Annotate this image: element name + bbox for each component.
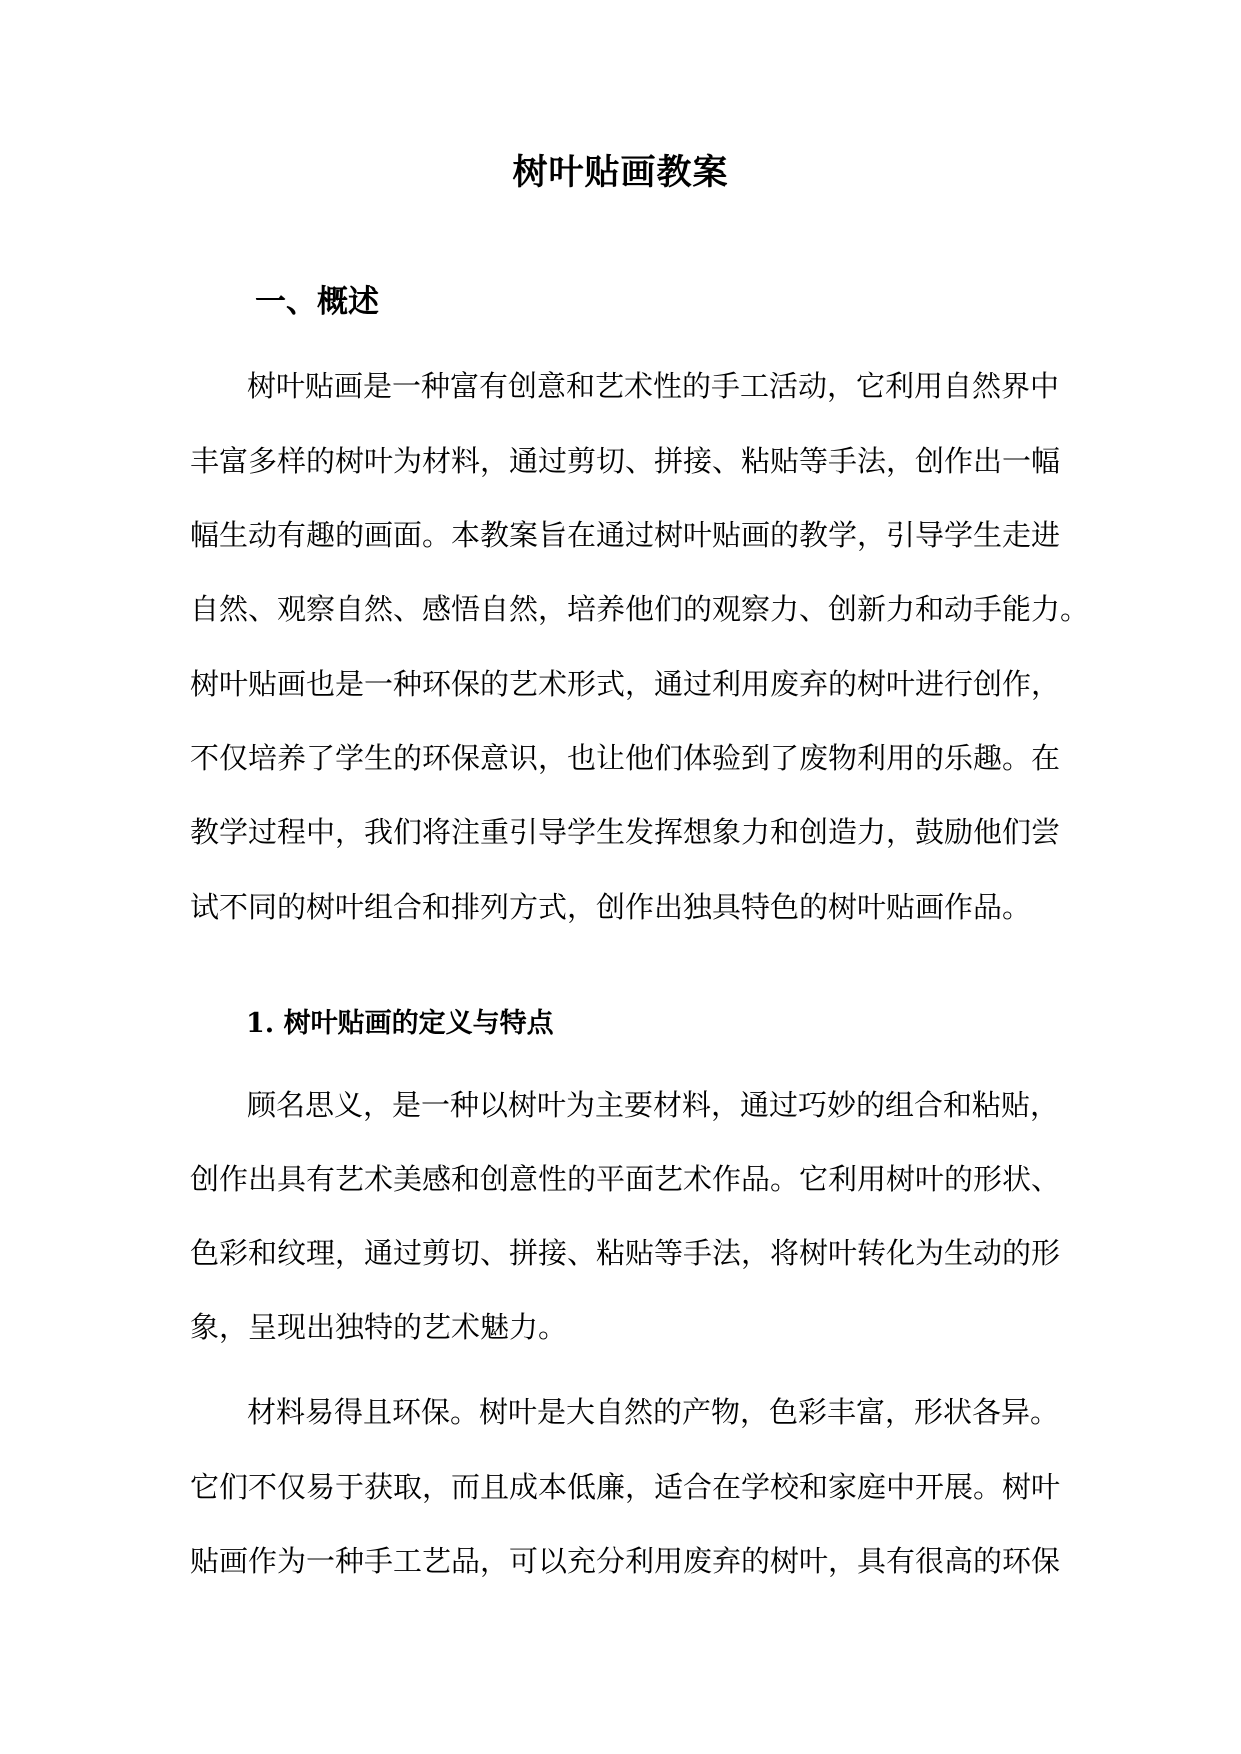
paragraph-line: 丰富多样的树叶为材料，通过剪切、拼接、粘贴等手法，创作出一幅 (190, 444, 1061, 478)
paragraph-line: 树叶贴画是一种富有创意和艺术性的手工活动，它利用自然界中 (247, 369, 1060, 403)
paragraph-line: 不仅培养了学生的环保意识，也让他们体验到了废物利用的乐趣。在 (190, 741, 1061, 775)
paragraph-line: 象，呈现出独特的艺术魅力。 (190, 1310, 568, 1344)
paragraph-line: 试不同的树叶组合和排列方式，创作出独具特色的树叶贴画作品。 (190, 890, 1032, 924)
page-title: 树叶贴画教案 (512, 152, 729, 193)
paragraph-line: 创作出具有艺术美感和创意性的平面艺术作品。它利用树叶的形状、 (190, 1162, 1061, 1196)
paragraph-line: 自然、观察自然、感悟自然，培养他们的观察力、创新力和动手能力。 (190, 592, 1090, 626)
paragraph-line: 色彩和纹理，通过剪切、拼接、粘贴等手法，将树叶转化为生动的形 (190, 1236, 1061, 1270)
section-heading-overview: 一、概述 (255, 284, 379, 320)
paragraph-line: 教学过程中，我们将注重引导学生发挥想象力和创造力，鼓励他们尝 (190, 815, 1061, 849)
subsection-heading-definition: 1. 树叶贴画的定义与特点 (246, 1008, 554, 1039)
paragraph-line: 树叶贴画也是一种环保的艺术形式，通过利用废弃的树叶进行创作， (190, 667, 1061, 701)
paragraph-line: 幅生动有趣的画面。本教案旨在通过树叶贴画的教学，引导学生走进 (190, 518, 1061, 552)
paragraph-line: 顾名思义，是一种以树叶为主要材料，通过巧妙的组合和粘贴， (247, 1088, 1060, 1122)
paragraph-line: 材料易得且环保。树叶是大自然的产物，色彩丰富，形状各异。 (247, 1395, 1060, 1429)
paragraph-line: 它们不仅易于获取，而且成本低廉，适合在学校和家庭中开展。树叶 (190, 1470, 1061, 1504)
paragraph-line: 贴画作为一种手工艺品，可以充分利用废弃的树叶，具有很高的环保 (190, 1544, 1061, 1578)
